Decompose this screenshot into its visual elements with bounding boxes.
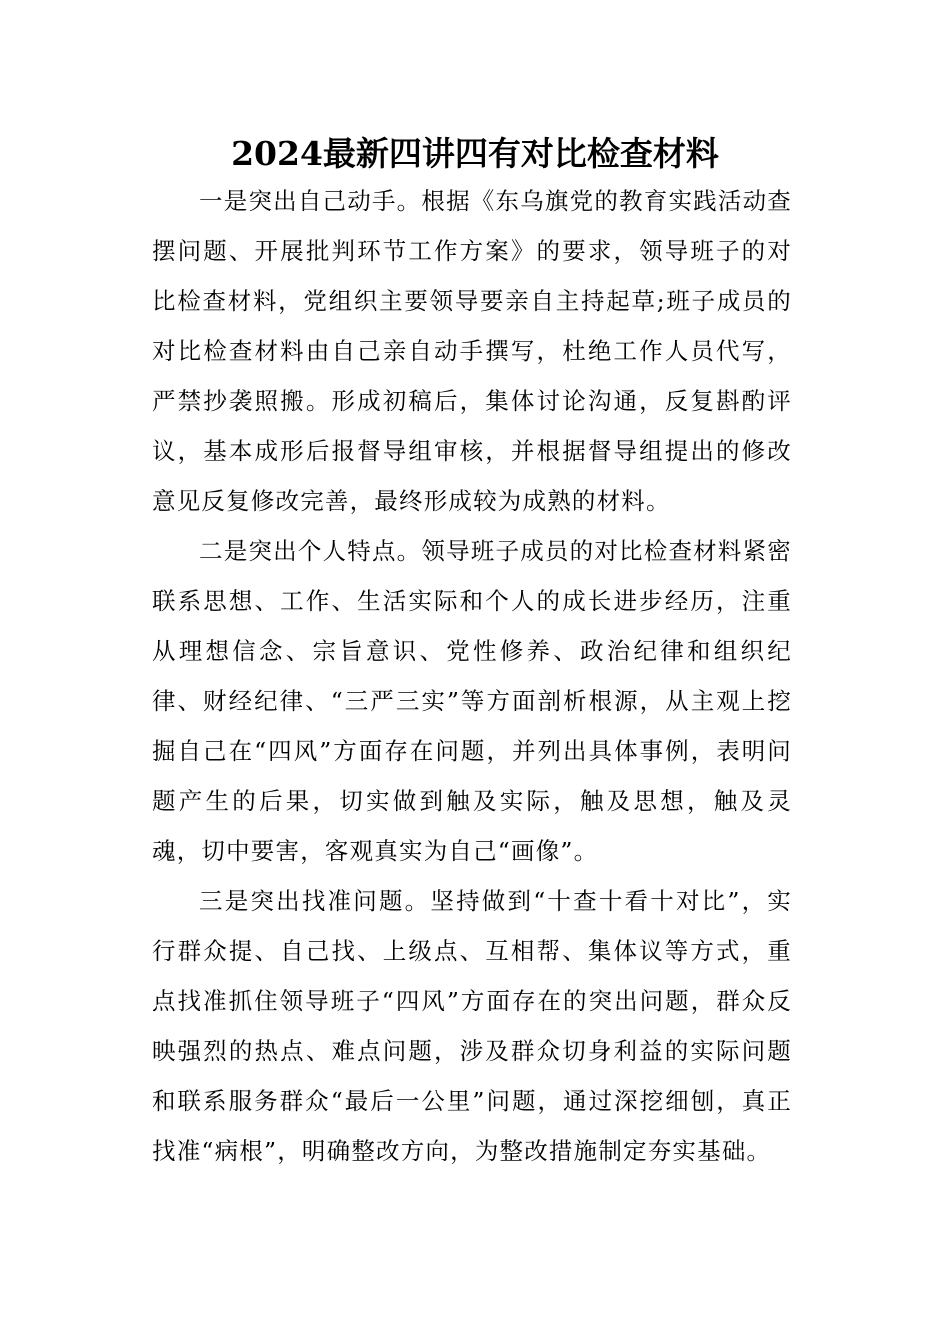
paragraph-3: 三是突出找准问题。坚持做到“十查十看十对比”，实行群众提、自己找、上级点、互相帮、集体议等方式，重点找准抓住领导班子“四风”方面存在的突出问题，群众反映强烈的热点、难点问题，涉及群众切身利益的实际问题和联系服务群众“最后一公里”问题，通过深挖细刨，真正找准“病根”，明确整改方向，为整改措施制定夯实基础。	[152, 887, 792, 1165]
document-body	[152, 176, 792, 1176]
document-title: 2024最新四讲四有对比检查材料	[231, 134, 719, 173]
paragraph-2: 二是突出个人特点。领导班子成员的对比检查材料紧密联系思想、工作、生活实际和个人的成长进步经历，注重从理想信念、宗旨意识、党性修养、政治纪律和组织纪律、财经纪律、“三严三实”等方面剖析根源，从主观上挖掘自己在“四风”方面存在问题，并列出具体事例，表明问题产生的后果，切实做到触及实际，触及思想，触及灵魂，切中要害，客观真实为自己“画像”。	[152, 537, 792, 865]
paragraph-1: 一是突出自己动手。根据《东乌旗党的教育实践活动查摆问题、开展批判环节工作方案》的要求，领导班子的对比检查材料，党组织主要领导要亲自主持起草;班子成员的对比检查材料由自己亲自动手撰写，杜绝工作人员代写，严禁抄袭照搬。形成初稿后，集体讨论沟通，反复斟酌评议，基本成形后报督导组审核，并根据督导组提出的修改意见反复修改完善，最终形成较为成熟的材料。	[152, 187, 792, 515]
